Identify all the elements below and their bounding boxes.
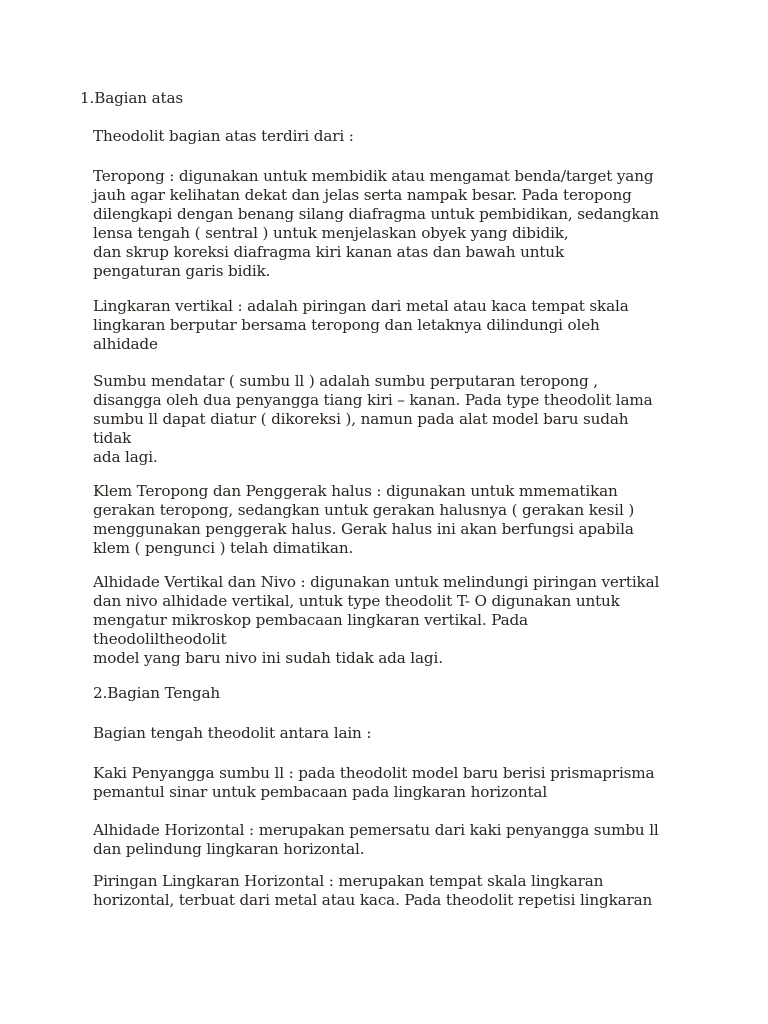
section1-heading: 1.Bagian atas [80, 89, 184, 107]
section2-heading: 2.Bagian Tengah [93, 684, 220, 702]
paragraph-klem-teropong: Klem Teropong dan Penggerak halus : digunakan untuk mmematikan gerakan teropong, sedangkan untuk gerakan halusnya ( gerakan kesil ) menggunakan penggerak halus. Gerak halus ini akan berfungsi apabila klem ( pengunci ) telah dimatikan. [93, 482, 635, 557]
paragraph-kaki-penyangga: Kaki Penyangga sumbu ll : pada theodolit model baru berisi prismaprisma pemantul sinar untuk pembacaan pada lingkaran horizontal [93, 764, 655, 801]
section1-intro: Theodolit bagian atas terdiri dari : [93, 127, 354, 145]
paragraph-alhidade-vertikal: Alhidade Vertikal dan Nivo : digunakan untuk melindungi piringan vertikal dan nivo alhidade vertikal, untuk type theodolit T- O digunakan untuk mengatur mikroskop pembacaan lingkaran vertikal. Pada theodoliltheodolit model yang baru nivo ini sudah tidak ada lagi. [93, 573, 660, 667]
section2-intro: Bagian tengah theodolit antara lain : [93, 724, 372, 742]
paragraph-sumbu-mendatar: Sumbu mendatar ( sumbu ll ) adalah sumbu perputaran teropong , disangga oleh dua penyangga tiang kiri – kanan. Pada type theodolit lama sumbu ll dapat diatur ( dikoreksi ), namun pada alat model baru sudah tidak ada lagi. [93, 372, 653, 466]
paragraph-lingkaran-vertikal: Lingkaran vertikal : adalah piringan dari metal atau kaca tempat skala lingkaran berputar bersama teropong dan letaknya dilindungi oleh alhidade [93, 297, 629, 353]
paragraph-piringan-lingkaran: Piringan Lingkaran Horizontal : merupakan tempat skala lingkaran horizontal, terbuat dari metal atau kaca. Pada theodolit repetisi lingkaran [93, 872, 653, 909]
paragraph-teropong: Teropong : digunakan untuk membidik atau mengamat benda/target yang jauh agar kelihatan dekat dan jelas serta nampak besar. Pada teropong dilengkapi dengan benang silang diafragma untuk pembidikan, sedangkan lensa tengah ( sentral ) untuk menjelaskan obyek yang dibidik, dan skrup koreksi diafragma kiri kanan atas dan bawah untuk pengaturan garis bidik. [93, 167, 660, 280]
paragraph-alhidade-horizontal: Alhidade Horizontal : merupakan pemersatu dari kaki penyangga sumbu ll dan pelindung lingkaran horizontal. [93, 821, 659, 858]
